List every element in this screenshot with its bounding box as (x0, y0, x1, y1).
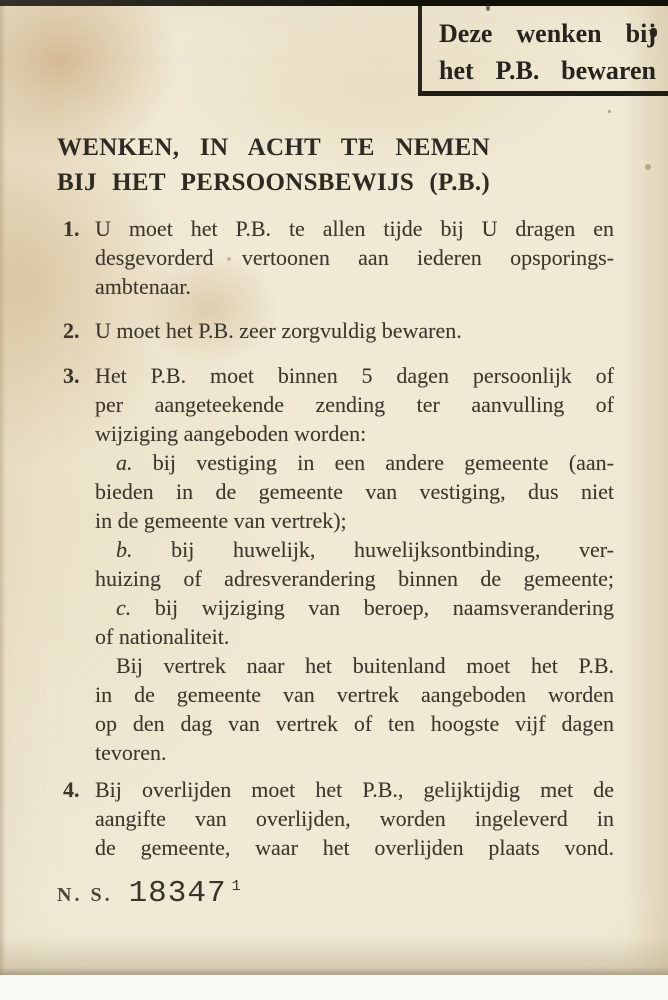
text-line: wijziging aangeboden worden: (95, 421, 367, 446)
sub-item-a (95, 448, 614, 535)
series-label: N. S. (57, 884, 113, 906)
text-line: bieden in de gemeente van vestiging, dus niet (95, 479, 614, 504)
notice-line-2: het P.B. bewaren (439, 56, 656, 85)
sub-item-text: bij huwelijk, huwelijksontbinding, ver- (171, 537, 615, 562)
serial-number: 18347 (128, 876, 227, 911)
sub-item-b (95, 535, 614, 593)
sub-item-letter: c. (116, 595, 132, 620)
sub-item-text: bij wijziging van beroep, naamsverandering (154, 595, 614, 620)
scan-background (0, 975, 668, 1000)
document-body (57, 130, 614, 862)
item-number: 4. (63, 777, 80, 802)
text-line: U moet het P.B. zeer zorgvuldig bewaren. (95, 318, 462, 343)
paper-speck (645, 164, 651, 170)
text-line: Bij overlijden moet het P.B., gelijktijdig met de (95, 777, 614, 802)
title-line-2: BIJ HET PERSOONSBEWIJS (P.B.) (57, 169, 490, 196)
sub-item-text: bij vestiging in een andere gemeente (aan- (152, 450, 615, 475)
text-line: aangifte van overlijden, worden ingeleverd in (95, 806, 614, 831)
sub-item-c (95, 593, 614, 651)
superscript-mark: 1 (231, 878, 241, 895)
instruction-item-3 (57, 361, 614, 767)
item-number: 1. (63, 216, 80, 241)
text-line: of nationaliteit. (95, 624, 230, 649)
text-line: desgevorderd vertoonen aan iederen opsporings- (95, 245, 614, 270)
text-line (95, 535, 614, 564)
item-number: 2. (63, 318, 80, 343)
paragraph-line: tevoren. (95, 740, 167, 765)
text-line (95, 448, 614, 477)
text-line: ambtenaar. (95, 274, 191, 299)
item-number: 3. (63, 363, 80, 388)
paragraph-line: Bij vertrek naar het buitenland moet het P.B. (116, 653, 614, 678)
instruction-item-4 (57, 775, 614, 862)
text-line: huizing of adresverandering binnen de gemeente; (95, 566, 614, 591)
sub-item-letter: a. (116, 450, 133, 475)
closing-paragraph (95, 651, 614, 767)
paragraph-line: op den dag van vertrek of ten hoogste vijf dagen (95, 711, 614, 736)
keep-notice-box (418, 6, 668, 96)
instruction-item-1 (57, 214, 614, 301)
text-line: per aangeteekende zending ter aanvulling of (95, 392, 614, 417)
notice-line-1: Deze wenken bij (439, 19, 656, 48)
title-line-1: WENKEN, IN ACHT TE NEMEN (57, 134, 490, 161)
paper-speck (608, 110, 611, 113)
print-imprint (57, 876, 241, 911)
text-line: U moet het P.B. te allen tijde bij U dragen en (95, 216, 614, 241)
instruction-item-2 (57, 316, 614, 345)
document-title (57, 130, 490, 200)
paragraph-line: in de gemeente van vertrek aangeboden worden (95, 682, 614, 707)
text-line: de gemeente, waar het overlijden plaats vond. (95, 835, 614, 860)
sub-item-letter: b. (116, 537, 133, 562)
text-line: Het P.B. moet binnen 5 dagen persoonlijk of (95, 363, 614, 388)
text-line (95, 593, 614, 622)
text-line: in de gemeente van vertrek); (95, 508, 347, 533)
